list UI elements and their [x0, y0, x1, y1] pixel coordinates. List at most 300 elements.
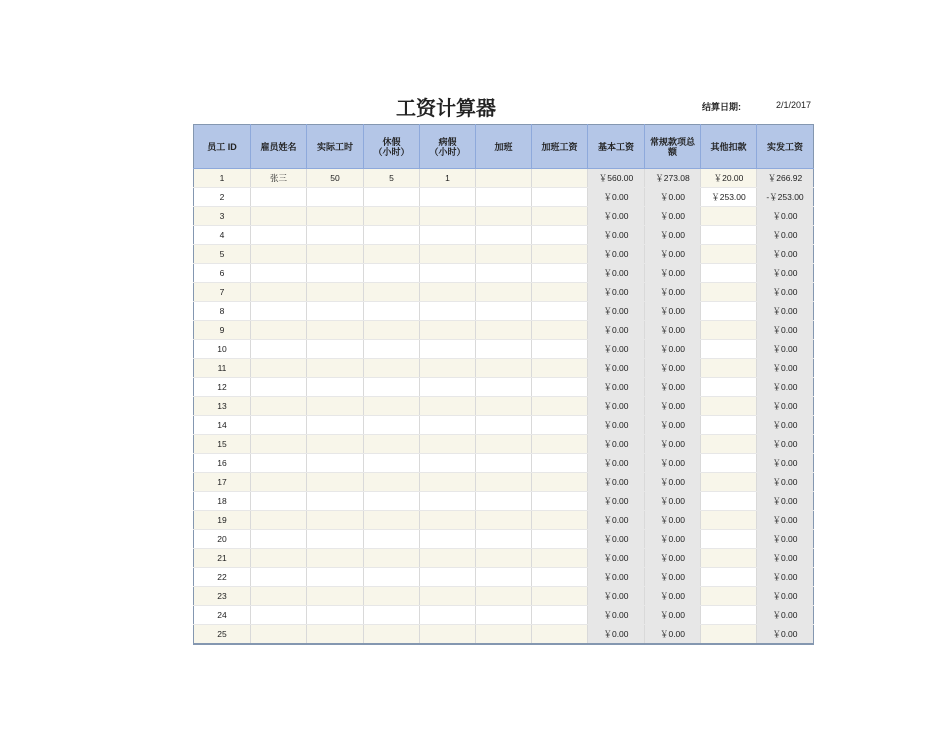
cell-other-deductions[interactable] [701, 340, 757, 359]
cell-other-deductions[interactable] [701, 264, 757, 283]
cell-vacation-hours[interactable] [364, 359, 420, 378]
cell-actual-hours[interactable] [307, 625, 364, 645]
cell-regular-total[interactable]: ￥273.08 [645, 169, 701, 188]
cell-sick-hours[interactable] [420, 587, 476, 606]
cell-overtime[interactable] [476, 340, 532, 359]
col-header-employee-id[interactable]: 员工 ID [194, 125, 251, 169]
cell-overtime[interactable] [476, 378, 532, 397]
cell-sick-hours[interactable] [420, 454, 476, 473]
cell-vacation-hours[interactable] [364, 188, 420, 207]
cell-overtime[interactable] [476, 397, 532, 416]
cell-sick-hours[interactable] [420, 568, 476, 587]
cell-regular-total[interactable]: ￥0.00 [645, 264, 701, 283]
cell-actual-hours[interactable] [307, 530, 364, 549]
cell-overtime[interactable] [476, 302, 532, 321]
cell-base-pay[interactable]: ￥0.00 [588, 283, 645, 302]
col-header-employee-name[interactable]: 雇员姓名 [251, 125, 307, 169]
cell-overtime-pay[interactable] [532, 473, 588, 492]
cell-overtime[interactable] [476, 283, 532, 302]
cell-regular-total[interactable]: ￥0.00 [645, 492, 701, 511]
cell-employee-id[interactable]: 1 [194, 169, 251, 188]
cell-actual-hours[interactable] [307, 245, 364, 264]
cell-other-deductions[interactable] [701, 226, 757, 245]
cell-employee-name[interactable] [251, 302, 307, 321]
cell-vacation-hours[interactable] [364, 625, 420, 645]
cell-base-pay[interactable]: ￥0.00 [588, 188, 645, 207]
cell-overtime-pay[interactable] [532, 169, 588, 188]
cell-overtime-pay[interactable] [532, 454, 588, 473]
cell-other-deductions[interactable] [701, 321, 757, 340]
table-row [194, 226, 814, 245]
cell-overtime[interactable] [476, 169, 532, 188]
cell-actual-hours[interactable] [307, 283, 364, 302]
cell-net-pay[interactable]: ￥0.00 [757, 530, 814, 549]
cell-sick-hours[interactable] [420, 549, 476, 568]
settlement-date-label: 结算日期: [702, 102, 741, 112]
cell-overtime-pay[interactable] [532, 492, 588, 511]
cell-employee-id[interactable]: 9 [194, 321, 251, 340]
cell-overtime-pay[interactable] [532, 587, 588, 606]
cell-other-deductions[interactable]: ￥20.00 [701, 169, 757, 188]
cell-vacation-hours[interactable] [364, 587, 420, 606]
header-row [194, 125, 814, 169]
table-row [194, 606, 814, 625]
cell-net-pay[interactable]: ￥0.00 [757, 340, 814, 359]
cell-vacation-hours[interactable] [364, 549, 420, 568]
cell-overtime-pay[interactable] [532, 397, 588, 416]
cell-overtime[interactable] [476, 226, 532, 245]
cell-base-pay[interactable]: ￥0.00 [588, 454, 645, 473]
cell-other-deductions[interactable] [701, 568, 757, 587]
cell-employee-name[interactable] [251, 226, 307, 245]
cell-actual-hours[interactable] [307, 359, 364, 378]
cell-base-pay[interactable]: ￥560.00 [588, 169, 645, 188]
cell-sick-hours[interactable] [420, 435, 476, 454]
cell-employee-name[interactable]: 张三 [251, 169, 307, 188]
cell-employee-id[interactable]: 10 [194, 340, 251, 359]
cell-vacation-hours[interactable] [364, 606, 420, 625]
cell-overtime-pay[interactable] [532, 568, 588, 587]
cell-regular-total[interactable]: ￥0.00 [645, 549, 701, 568]
cell-employee-name[interactable] [251, 359, 307, 378]
cell-base-pay[interactable]: ￥0.00 [588, 207, 645, 226]
cell-overtime[interactable] [476, 606, 532, 625]
table-row [194, 492, 814, 511]
cell-other-deductions[interactable] [701, 549, 757, 568]
cell-other-deductions[interactable] [701, 454, 757, 473]
cell-vacation-hours[interactable] [364, 435, 420, 454]
cell-sick-hours[interactable] [420, 359, 476, 378]
cell-actual-hours[interactable] [307, 264, 364, 283]
cell-sick-hours[interactable] [420, 264, 476, 283]
cell-employee-id[interactable]: 22 [194, 568, 251, 587]
cell-regular-total[interactable]: ￥0.00 [645, 226, 701, 245]
col-header-net-pay[interactable]: 实发工资 [757, 125, 814, 169]
cell-overtime-pay[interactable] [532, 416, 588, 435]
cell-net-pay[interactable]: ￥0.00 [757, 568, 814, 587]
cell-base-pay[interactable]: ￥0.00 [588, 511, 645, 530]
cell-net-pay[interactable]: ￥266.92 [757, 169, 814, 188]
cell-overtime[interactable] [476, 473, 532, 492]
cell-net-pay[interactable]: ￥0.00 [757, 283, 814, 302]
cell-regular-total[interactable]: ￥0.00 [645, 321, 701, 340]
table-row [194, 416, 814, 435]
cell-net-pay[interactable]: ￥0.00 [757, 454, 814, 473]
cell-employee-id[interactable]: 16 [194, 454, 251, 473]
cell-employee-id[interactable]: 7 [194, 283, 251, 302]
cell-net-pay[interactable]: ￥0.00 [757, 302, 814, 321]
cell-net-pay[interactable]: ￥0.00 [757, 435, 814, 454]
cell-actual-hours[interactable] [307, 302, 364, 321]
cell-overtime-pay[interactable] [532, 321, 588, 340]
cell-actual-hours[interactable]: 50 [307, 169, 364, 188]
cell-vacation-hours[interactable] [364, 207, 420, 226]
cell-sick-hours[interactable] [420, 473, 476, 492]
cell-net-pay[interactable]: ￥0.00 [757, 264, 814, 283]
table-row [194, 625, 814, 645]
cell-regular-total[interactable]: ￥0.00 [645, 568, 701, 587]
cell-actual-hours[interactable] [307, 321, 364, 340]
cell-vacation-hours[interactable] [364, 283, 420, 302]
col-header-overtime[interactable]: 加班 [476, 125, 532, 169]
cell-actual-hours[interactable] [307, 606, 364, 625]
cell-sick-hours[interactable] [420, 321, 476, 340]
cell-sick-hours[interactable] [420, 207, 476, 226]
cell-vacation-hours[interactable] [364, 530, 420, 549]
cell-employee-id[interactable]: 20 [194, 530, 251, 549]
cell-vacation-hours[interactable] [364, 245, 420, 264]
cell-employee-name[interactable] [251, 321, 307, 340]
cell-base-pay[interactable]: ￥0.00 [588, 264, 645, 283]
cell-actual-hours[interactable] [307, 568, 364, 587]
cell-base-pay[interactable]: ￥0.00 [588, 397, 645, 416]
cell-employee-name[interactable] [251, 492, 307, 511]
cell-sick-hours[interactable]: 1 [420, 169, 476, 188]
cell-overtime-pay[interactable] [532, 606, 588, 625]
cell-employee-id[interactable]: 23 [194, 587, 251, 606]
cell-net-pay[interactable]: ￥0.00 [757, 397, 814, 416]
cell-employee-name[interactable] [251, 587, 307, 606]
cell-base-pay[interactable]: ￥0.00 [588, 245, 645, 264]
cell-overtime[interactable] [476, 530, 532, 549]
cell-actual-hours[interactable] [307, 587, 364, 606]
cell-sick-hours[interactable] [420, 340, 476, 359]
cell-employee-name[interactable] [251, 530, 307, 549]
cell-overtime-pay[interactable] [532, 245, 588, 264]
cell-base-pay[interactable]: ￥0.00 [588, 568, 645, 587]
table-row [194, 587, 814, 606]
cell-net-pay[interactable]: ￥0.00 [757, 359, 814, 378]
cell-employee-name[interactable] [251, 264, 307, 283]
cell-regular-total[interactable]: ￥0.00 [645, 302, 701, 321]
cell-base-pay[interactable]: ￥0.00 [588, 340, 645, 359]
cell-employee-name[interactable] [251, 435, 307, 454]
cell-net-pay[interactable]: -￥253.00 [757, 188, 814, 207]
cell-overtime-pay[interactable] [532, 530, 588, 549]
cell-overtime[interactable] [476, 549, 532, 568]
cell-regular-total[interactable]: ￥0.00 [645, 245, 701, 264]
cell-vacation-hours[interactable] [364, 264, 420, 283]
cell-vacation-hours[interactable] [364, 378, 420, 397]
cell-actual-hours[interactable] [307, 473, 364, 492]
cell-employee-name[interactable] [251, 568, 307, 587]
cell-sick-hours[interactable] [420, 492, 476, 511]
cell-employee-id[interactable]: 15 [194, 435, 251, 454]
cell-other-deductions[interactable] [701, 245, 757, 264]
cell-overtime[interactable] [476, 416, 532, 435]
settlement-date-value[interactable]: 2/1/2017 [775, 100, 811, 110]
cell-other-deductions[interactable] [701, 359, 757, 378]
cell-sick-hours[interactable] [420, 530, 476, 549]
cell-net-pay[interactable]: ￥0.00 [757, 378, 814, 397]
cell-regular-total[interactable]: ￥0.00 [645, 340, 701, 359]
table-row [194, 283, 814, 302]
col-header-vacation-hours[interactable]: 休假 （小时） [364, 125, 420, 169]
cell-vacation-hours[interactable]: 5 [364, 169, 420, 188]
cell-overtime[interactable] [476, 511, 532, 530]
cell-regular-total[interactable]: ￥0.00 [645, 473, 701, 492]
cell-base-pay[interactable]: ￥0.00 [588, 226, 645, 245]
cell-employee-name[interactable] [251, 511, 307, 530]
cell-overtime[interactable] [476, 587, 532, 606]
cell-employee-name[interactable] [251, 378, 307, 397]
cell-actual-hours[interactable] [307, 435, 364, 454]
cell-base-pay[interactable]: ￥0.00 [588, 625, 645, 645]
cell-employee-id[interactable]: 25 [194, 625, 251, 645]
col-header-base-pay[interactable]: 基本工资 [588, 125, 645, 169]
cell-employee-name[interactable] [251, 245, 307, 264]
cell-employee-id[interactable]: 21 [194, 549, 251, 568]
cell-overtime[interactable] [476, 207, 532, 226]
col-header-overtime-pay[interactable]: 加班工资 [532, 125, 588, 169]
col-header-actual-hours[interactable]: 实际工时 [307, 125, 364, 169]
cell-employee-name[interactable] [251, 283, 307, 302]
cell-sick-hours[interactable] [420, 188, 476, 207]
cell-actual-hours[interactable] [307, 340, 364, 359]
cell-vacation-hours[interactable] [364, 397, 420, 416]
cell-regular-total[interactable]: ￥0.00 [645, 530, 701, 549]
cell-other-deductions[interactable]: ￥253.00 [701, 188, 757, 207]
cell-overtime-pay[interactable] [532, 207, 588, 226]
cell-overtime-pay[interactable] [532, 549, 588, 568]
cell-employee-id[interactable]: 24 [194, 606, 251, 625]
cell-other-deductions[interactable] [701, 473, 757, 492]
col-header-other-deductions[interactable]: 其他扣款 [701, 125, 757, 169]
cell-overtime-pay[interactable] [532, 359, 588, 378]
cell-overtime[interactable] [476, 245, 532, 264]
cell-base-pay[interactable]: ￥0.00 [588, 378, 645, 397]
cell-overtime[interactable] [476, 454, 532, 473]
cell-base-pay[interactable]: ￥0.00 [588, 321, 645, 340]
cell-other-deductions[interactable] [701, 606, 757, 625]
cell-sick-hours[interactable] [420, 283, 476, 302]
cell-other-deductions[interactable] [701, 492, 757, 511]
cell-net-pay[interactable]: ￥0.00 [757, 245, 814, 264]
cell-base-pay[interactable]: ￥0.00 [588, 530, 645, 549]
cell-employee-id[interactable]: 19 [194, 511, 251, 530]
cell-net-pay[interactable]: ￥0.00 [757, 511, 814, 530]
table-body [194, 169, 814, 645]
cell-vacation-hours[interactable] [364, 321, 420, 340]
cell-employee-id[interactable]: 8 [194, 302, 251, 321]
cell-net-pay[interactable]: ￥0.00 [757, 416, 814, 435]
cell-overtime-pay[interactable] [532, 378, 588, 397]
cell-base-pay[interactable]: ￥0.00 [588, 435, 645, 454]
cell-regular-total[interactable]: ￥0.00 [645, 606, 701, 625]
cell-sick-hours[interactable] [420, 302, 476, 321]
cell-vacation-hours[interactable] [364, 473, 420, 492]
cell-actual-hours[interactable] [307, 416, 364, 435]
cell-regular-total[interactable]: ￥0.00 [645, 378, 701, 397]
cell-overtime-pay[interactable] [532, 625, 588, 645]
cell-actual-hours[interactable] [307, 207, 364, 226]
cell-employee-id[interactable]: 12 [194, 378, 251, 397]
cell-overtime-pay[interactable] [532, 264, 588, 283]
cell-employee-id[interactable]: 6 [194, 264, 251, 283]
cell-overtime[interactable] [476, 435, 532, 454]
cell-other-deductions[interactable] [701, 283, 757, 302]
cell-vacation-hours[interactable] [364, 416, 420, 435]
cell-actual-hours[interactable] [307, 511, 364, 530]
cell-sick-hours[interactable] [420, 625, 476, 645]
cell-employee-name[interactable] [251, 454, 307, 473]
cell-overtime-pay[interactable] [532, 188, 588, 207]
cell-regular-total[interactable]: ￥0.00 [645, 587, 701, 606]
cell-sick-hours[interactable] [420, 397, 476, 416]
cell-regular-total[interactable]: ￥0.00 [645, 435, 701, 454]
cell-other-deductions[interactable] [701, 435, 757, 454]
cell-regular-total[interactable]: ￥0.00 [645, 454, 701, 473]
cell-sick-hours[interactable] [420, 511, 476, 530]
cell-net-pay[interactable]: ￥0.00 [757, 549, 814, 568]
cell-overtime[interactable] [476, 321, 532, 340]
cell-overtime-pay[interactable] [532, 283, 588, 302]
cell-sick-hours[interactable] [420, 416, 476, 435]
cell-other-deductions[interactable] [701, 511, 757, 530]
cell-actual-hours[interactable] [307, 226, 364, 245]
cell-overtime[interactable] [476, 625, 532, 645]
table-row [194, 321, 814, 340]
cell-regular-total[interactable]: ￥0.00 [645, 283, 701, 302]
cell-other-deductions[interactable] [701, 416, 757, 435]
cell-employee-name[interactable] [251, 207, 307, 226]
cell-other-deductions[interactable] [701, 378, 757, 397]
cell-employee-name[interactable] [251, 188, 307, 207]
cell-overtime[interactable] [476, 264, 532, 283]
cell-overtime[interactable] [476, 568, 532, 587]
cell-vacation-hours[interactable] [364, 568, 420, 587]
cell-net-pay[interactable]: ￥0.00 [757, 226, 814, 245]
cell-sick-hours[interactable] [420, 378, 476, 397]
cell-employee-id[interactable]: 2 [194, 188, 251, 207]
cell-overtime-pay[interactable] [532, 511, 588, 530]
cell-overtime-pay[interactable] [532, 435, 588, 454]
cell-employee-id[interactable]: 17 [194, 473, 251, 492]
cell-employee-id[interactable]: 4 [194, 226, 251, 245]
cell-regular-total[interactable]: ￥0.00 [645, 188, 701, 207]
cell-regular-total[interactable]: ￥0.00 [645, 397, 701, 416]
cell-actual-hours[interactable] [307, 378, 364, 397]
cell-overtime[interactable] [476, 492, 532, 511]
cell-net-pay[interactable]: ￥0.00 [757, 473, 814, 492]
cell-base-pay[interactable]: ￥0.00 [588, 549, 645, 568]
cell-other-deductions[interactable] [701, 397, 757, 416]
cell-other-deductions[interactable] [701, 587, 757, 606]
cell-base-pay[interactable]: ￥0.00 [588, 606, 645, 625]
cell-sick-hours[interactable] [420, 226, 476, 245]
cell-sick-hours[interactable] [420, 245, 476, 264]
cell-vacation-hours[interactable] [364, 302, 420, 321]
cell-employee-name[interactable] [251, 549, 307, 568]
cell-regular-total[interactable]: ￥0.00 [645, 625, 701, 645]
cell-net-pay[interactable]: ￥0.00 [757, 606, 814, 625]
cell-vacation-hours[interactable] [364, 492, 420, 511]
cell-actual-hours[interactable] [307, 188, 364, 207]
cell-net-pay[interactable]: ￥0.00 [757, 625, 814, 645]
cell-net-pay[interactable]: ￥0.00 [757, 587, 814, 606]
cell-other-deductions[interactable] [701, 207, 757, 226]
col-header-regular-total[interactable]: 常规款项总 额 [645, 125, 701, 169]
cell-employee-id[interactable]: 5 [194, 245, 251, 264]
cell-actual-hours[interactable] [307, 397, 364, 416]
cell-actual-hours[interactable] [307, 454, 364, 473]
cell-net-pay[interactable]: ￥0.00 [757, 492, 814, 511]
cell-employee-id[interactable]: 13 [194, 397, 251, 416]
col-header-sick-hours[interactable]: 病假 （小时） [420, 125, 476, 169]
cell-base-pay[interactable]: ￥0.00 [588, 492, 645, 511]
cell-employee-id[interactable]: 18 [194, 492, 251, 511]
cell-employee-name[interactable] [251, 625, 307, 645]
cell-overtime-pay[interactable] [532, 340, 588, 359]
cell-net-pay[interactable]: ￥0.00 [757, 321, 814, 340]
cell-employee-name[interactable] [251, 606, 307, 625]
cell-regular-total[interactable]: ￥0.00 [645, 359, 701, 378]
cell-regular-total[interactable]: ￥0.00 [645, 511, 701, 530]
cell-employee-name[interactable] [251, 397, 307, 416]
cell-base-pay[interactable]: ￥0.00 [588, 302, 645, 321]
cell-actual-hours[interactable] [307, 549, 364, 568]
cell-overtime[interactable] [476, 188, 532, 207]
table-row [194, 245, 814, 264]
cell-vacation-hours[interactable] [364, 454, 420, 473]
cell-actual-hours[interactable] [307, 492, 364, 511]
cell-base-pay[interactable]: ￥0.00 [588, 473, 645, 492]
cell-regular-total[interactable]: ￥0.00 [645, 207, 701, 226]
cell-vacation-hours[interactable] [364, 511, 420, 530]
cell-base-pay[interactable]: ￥0.00 [588, 587, 645, 606]
cell-employee-id[interactable]: 14 [194, 416, 251, 435]
cell-base-pay[interactable]: ￥0.00 [588, 416, 645, 435]
cell-employee-name[interactable] [251, 340, 307, 359]
cell-employee-id[interactable]: 3 [194, 207, 251, 226]
cell-overtime-pay[interactable] [532, 226, 588, 245]
table-row [194, 378, 814, 397]
cell-other-deductions[interactable] [701, 625, 757, 645]
cell-base-pay[interactable]: ￥0.00 [588, 359, 645, 378]
cell-employee-name[interactable] [251, 473, 307, 492]
cell-vacation-hours[interactable] [364, 340, 420, 359]
cell-other-deductions[interactable] [701, 530, 757, 549]
cell-sick-hours[interactable] [420, 606, 476, 625]
cell-employee-name[interactable] [251, 416, 307, 435]
cell-vacation-hours[interactable] [364, 226, 420, 245]
cell-employee-id[interactable]: 11 [194, 359, 251, 378]
cell-overtime[interactable] [476, 359, 532, 378]
cell-net-pay[interactable]: ￥0.00 [757, 207, 814, 226]
cell-overtime-pay[interactable] [532, 302, 588, 321]
cell-regular-total[interactable]: ￥0.00 [645, 416, 701, 435]
cell-other-deductions[interactable] [701, 302, 757, 321]
